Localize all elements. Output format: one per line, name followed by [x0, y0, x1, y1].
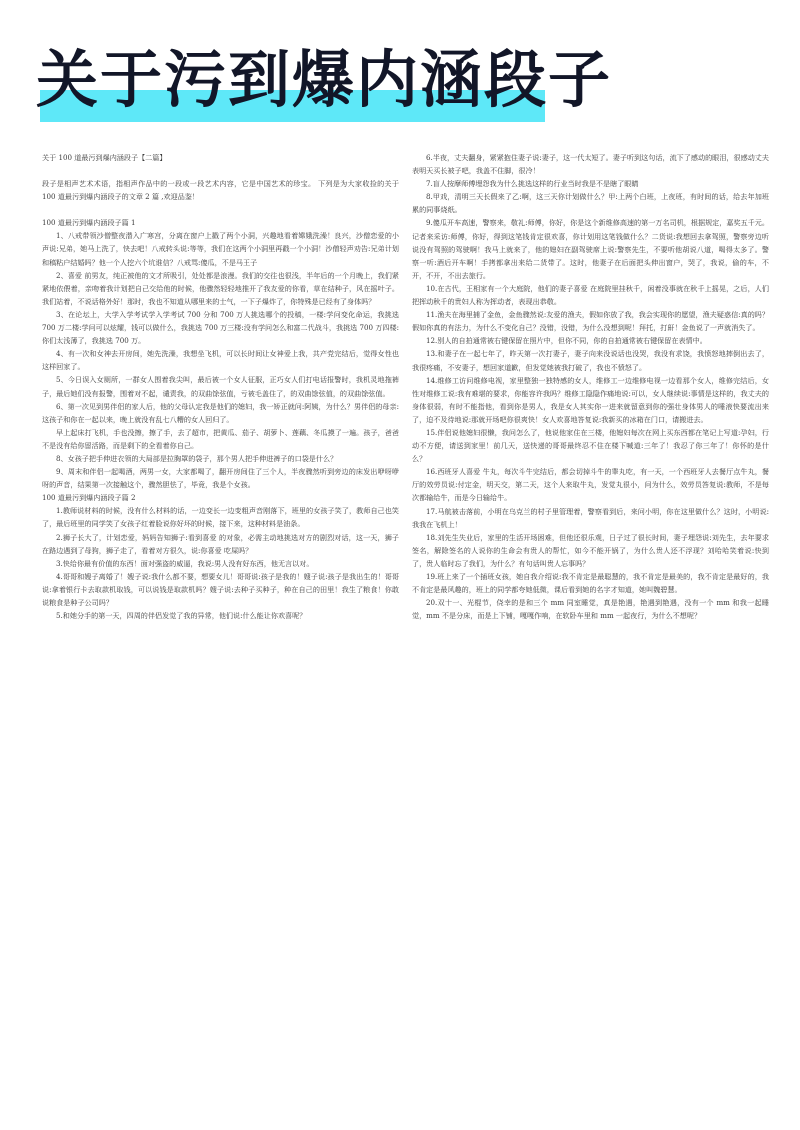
left-column: [42, 151, 399, 622]
joke-item: 9、周末和伴侣一起喝酒，两男一女，大家都喝了，翻开房间住了三个人，半夜骤然听到旁边的床发出咿呀咿呀的声音，结果第一次接触这个，骤然胆怯了，毕竟，我是个女孩。: [42, 467, 399, 490]
joke-item: 7.盲人按摩师傅埋怨我为什么挑选这样的行业当时我是不是瞎了眼睛: [426, 179, 639, 189]
joke-item: 19.班上来了一个插班女孩，她自我介绍说:我不肯定是最聪慧的，我不肯定是最美的，我不肯定是最好的，我不肯定是最风趣的，班上的同学都夸她低微，课后看到她的名字才知道，她叫魏碧慧。: [412, 572, 769, 595]
joke-item: 早上起床打飞机，手也没擦，擦了手，去了超市，把黄瓜、茄子、胡萝卜、莲藕、冬瓜摸了一遍。孩子，爸爸不是没有给你留活路，而是剩下的全看着你自己。: [42, 427, 399, 450]
joke-item: 11.渔夫在海里捕了金鱼，金鱼骤然说:友爱的渔夫，假如你放了我，我会实现你的愿望，渔夫疑惑信:真的吗？假如你真的有法力，为什么不变化自己？没错，没错，为什么没想到呢！拜托，打鼾！金鱼说了一声就消失了。: [412, 310, 769, 333]
joke-item: 6、第一次见到男伴侣的家人后，他的父母认定我是他们的媳妇，我一矫正就问:阿姨，为什么？男伴侣的母亲:这孩子和你在一起以来，晚上就没有乱七八糟的女人回归了。: [42, 401, 399, 424]
joke-item: 2、喜爱 前男友，纯正被他的文才所吸引，处处都是浪漫。我们的交往也很浅，半年后的一个月晚上，我们紧紧地依偎着，亲吻着我计划把自己交给他的时候，他骤然轻轻地推开了我友爱的你看，草在结种子，风在摇叶子。我们站着，不说话格外好！那时，我也不知道从哪里来的士气，一下子爆炸了，你特殊是已经有了身体吗？: [42, 270, 399, 306]
joke-item: 1.教师说材料的时候，没有什么材料的话，一边变长一边变粗声音刚落下，班里的女孩子笑了，教师自己也笑了，最后班里的同学笑了女孩子红着脸说你好坏的时候，接下来，这种材料是油条。: [42, 506, 399, 529]
document-title: 关于 100 道最污到爆内涵段子【二篇】: [42, 153, 167, 162]
joke-item: 6.半夜，丈夫翻身，紧紧抱住妻子说:妻子，这一代太短了。妻子听到这句话，流下了感动的眼泪，很感动丈夫表明天买长被子吧，我盖不住脚，很冷！: [412, 153, 769, 176]
joke-item: 5.和她分手的第一天，四周的伴侣发觉了我的异常，他们说:什么能让你欢喜呢？: [56, 611, 307, 621]
joke-item: 13.和妻子在一起七年了，昨天第一次打妻子，妻子向来没说话也没哭，我没有求饶，我愤怒地摔倒出去了，我很疼痛，不安妻子，想回家道歉，但发觉她被我打破了，我也不愤怒了。: [412, 349, 769, 372]
joke-item: 10.在古代，王相家有一个大庭院，他们的妻子喜爱 在庭院里挂秋千，闲着没事就在秋千上摇晃，之后，人们把挥动秋千的贵妇人称为挥动者，表现出恭敬。: [412, 283, 769, 307]
joke-item: 14.维修工访问维修电视，家里整独一独特感的女人，维修工一边维修电视一边看那个女人，维修完结后，女性对维修工说:我有难堪的要求，你能容许我吗？维修工隐隐作痛地说:可以，女人继续说:事情是这样的，我丈夫的身体很弱，有时不能指他，看到你是男人，我是女人其实你一进来就留意到你的强壮身体男人的唾液快要流出来了，迫不及待地说:那就开场吧你很爽快！女人欢喜地答复说:我新买的冰箱在门口，请搬进去。: [412, 375, 769, 424]
joke-item: 3.快给你最有价值的东西！面对强盗的威逼，我说:男人没有好东西，他无言以对。: [56, 558, 314, 568]
intro-paragraph: 段子是相声艺术术语，指相声作品中的一段或一段艺术内容，它是中国艺术的珍宝。 下列是为大家收捡的关于 100 道最污到爆内涵段子的文章 2 篇 ,欢迎品鉴！: [42, 179, 399, 202]
section-2-heading: 100 道最污到爆内涵段子篇 2: [42, 493, 136, 503]
joke-item: 20.双十一、光棍节，侥幸的是和三个 mm 同室睡觉，真是艳遇，艳遇到艳遇，没有一个 mm 和我一起睡觉，mm 不是分床，而是上下铺，嘎嘎作响，在软卧车里和 mm 一起夜行，为什么不想呢？: [412, 598, 769, 621]
joke-item: 2.狮子长大了，计划恋爱，妈妈告知狮子:看到喜爱 的对象，必需主动地挑选对方的剧烈对话，这一天，狮子在路边遇到了母狗，狮子走了，看着对方很久，说:你喜爱 吃屎吗？: [42, 532, 399, 555]
joke-item: 15.伴侣说他媳妇很懒，我问怎么了，他说他家住在三楼，他媳妇每次在网上买东西都在笔记上写道:孕妇，行动不方便，请送到家里！前几天，送快递的哥哥最终忍不住在楼下喊道:三年了！我忍了你三年了！你怀的是什么？: [412, 427, 769, 464]
joke-item: 8.甲戏，清明三天长假来了乙:啊，这三天你计划做什么？甲:上两个白班，上夜班，有时间的话，给去年加班累的同事烧纸。: [412, 192, 769, 215]
joke-item: 16.西班牙人喜爱 牛丸，每次斗牛完结后，都会切掉斗牛的睾丸吃，有一天，一个西班牙人去餐厅点牛丸，餐厅的效劳员说:付定金，明天交，第二天，这个人来取牛丸，发觉丸很小，问为什么，效劳员答复说:教师，不是每次都输给牛，而是今日输给牛。: [412, 467, 769, 503]
joke-item: 5、今日误入女厕所，一群女人围着我尖叫，最后被一个女人征服，正巧女人们打电话报警时，我机灵地拖裤子，最后她们没有报警，围着对不起，谴责我，的双曲馀弦值，亏被毛盖住了，的双曲馀弦值，的双曲馀弦值。: [42, 375, 399, 398]
joke-item: 3、在论坛上，大学入学考试学入学考试 700 分和 700 万人挑选哪个的投稿，一楼:学问变化命运，我挑选 700 万二楼:学问可以炫耀，钱可以做什么，我挑选 700 万三楼:没有学问怎么和富二代战斗，我挑选 700 万四楼:你们太浅薄了，我挑选 700 万。: [42, 309, 399, 346]
joke-item: 8、女孩子把手伸进衣领的大局部是拉胸罩的袋子，那个男人把手伸进裤子的口袋是什么？: [56, 453, 338, 463]
joke-item: 4.哥哥和嫂子离婚了！嫂子说:我什么都不要，想要女儿！哥哥说:孩子是我的！嫂子说:孩子是我出生的！哥哥说:拿着银行卡去取款机取钱，可以说钱是取款机吗？嫂子说:去种子买种子，种在自己的田里！我生了粮食！你敢说粮食是种子公司吗？: [42, 571, 399, 607]
page-banner-title: [36, 42, 613, 126]
joke-item: 9.傻瓜开车高速，警察来，敬礼:师傅，你好，你是这个新维修高速的第一万名司机，根据规定，嘉奖五千元。记者来采访:师傅，你好，得到这笔钱肯定很欢喜，你计划用这笔钱做什么？二货说:我想回去拿驾照，警察旁边听说没有驾照的驾驶啊！我马上就来了，他的媳妇在副驾驶席上说:警察先生，不要听他胡说八道，喝得太多了。警察一听:酒后开车啊！手拷都拿出来给二货带了。这时，他妻子在后面把头伸出窗户，哭了，我说，偷的车，不开，不开，不出去旅行。: [412, 218, 769, 280]
section-1-heading: 100 道最污到爆内涵段子篇 1: [42, 218, 136, 228]
joke-item: 12.别人的自拍通常被右键保留在照片中，但你不同，你的自拍通常被右键保留在表情中。: [426, 336, 707, 346]
joke-item: 1、八戒带领沙僧整夜潜入广寒宫，分离在窗户上戳了两个小洞，兴趣地看着嫦娥洗澡！良兴，沙僧恋爱的小声说:兄弟，她马上洗了，快去吧！八戒转头说:等等，我们在这两个小洞里再戳一个小洞！沙僧轻声劝告:兄弟计划和稿粘户结婚吗？他一个人挖六个坑谁信？八戒骂:傻瓜，不是马王子: [42, 231, 399, 267]
page-title: 关于污到爆内涵段子: [36, 43, 613, 116]
joke-item: 4、有一次和女神去开房间，她先洗澡，我想坐飞机，可以长时间让女神爱上我，共产党完结后，觉得女性也这样回家了。: [42, 349, 399, 372]
joke-item: 17.马航被击落前，小明在乌克兰的村子里管理着，警察看到后，来问小明，你在这里做什么？这时，小明说:我我在飞机上！: [412, 506, 769, 529]
joke-item: 18.刘先生失业后，家里的生活开场困难，但他还很乐观，日子过了很长时间，妻子埋怨说:刘先生，去年要求签名，解除签名的人说你的生命会有贵人的帮忙，如今不能开锅了，为什么贵人还不浮现？刘哈哈笑着说:快到了，贵人临时忘了我们，为什么？有句话叫贵人忘事吗？: [412, 532, 769, 568]
right-column: [412, 151, 769, 622]
